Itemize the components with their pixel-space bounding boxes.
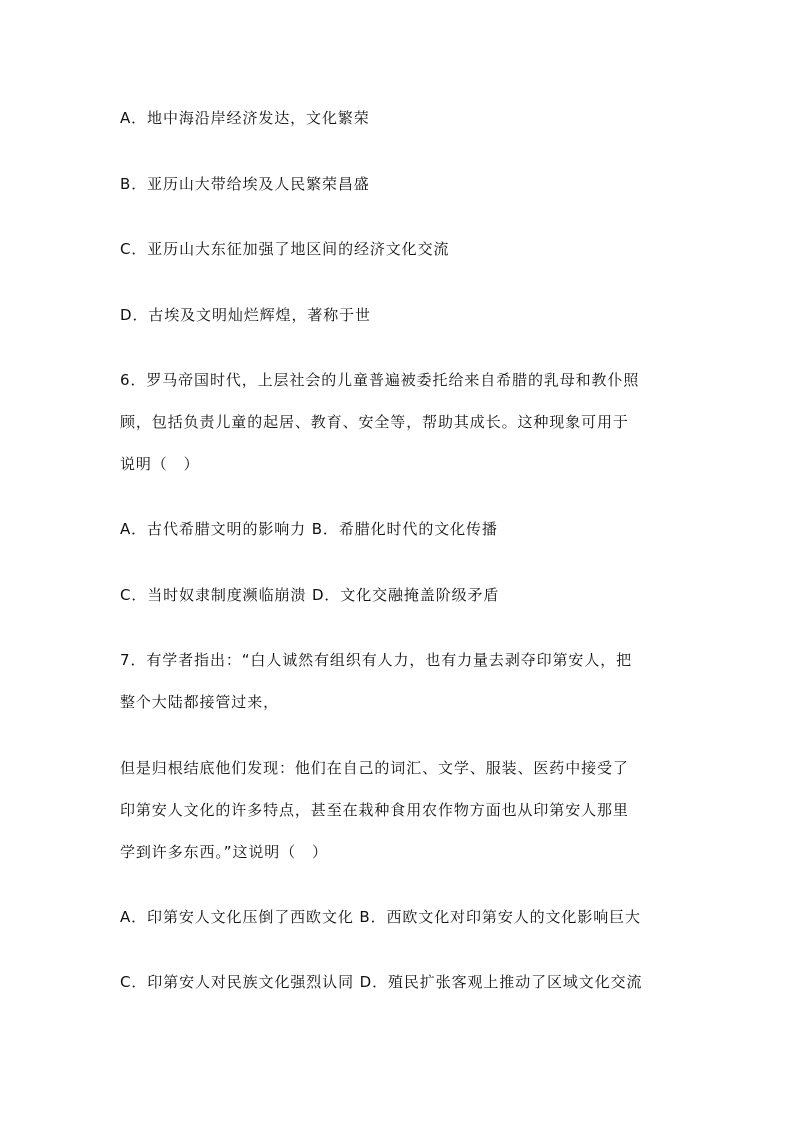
question-7-line-1: 7．有学者指出：“白人诚然有组织有人力，也有力量去剥夺印第安人，把 — [120, 651, 633, 669]
question-7-line-3: 但是归根结底他们发现：他们在自己的词汇、文学、服装、医药中接受了 — [120, 759, 629, 777]
question-7-line-2: 整个大陆都接管过来， — [120, 693, 280, 711]
option-5c: C．亚历山大东征加强了地区间的经济文化交流 — [120, 240, 450, 258]
option-5d: D．古埃及文明灿烂辉煌，著称于世 — [120, 306, 371, 324]
options-6-ab: A．古代希腊文明的影响力 B．希腊化时代的文化传播 — [120, 520, 498, 538]
question-7-line-5: 学到许多东西。”这说明（ ） — [120, 843, 328, 861]
option-5b: B．亚历山大带给埃及人民繁荣昌盛 — [120, 175, 370, 193]
question-6-line-2: 顾，包括负责儿童的起居、教育、安全等，帮助其成长。这种现象可用于 — [120, 413, 629, 431]
options-6-cd: C．当时奴隶制度濒临崩溃 D．文化交融掩盖阶级矛盾 — [120, 586, 500, 604]
options-7-cd: C．印第安人对民族文化强烈认同 D．殖民扩张客观上推动了区域文化交流 — [120, 973, 643, 991]
question-6-line-1: 6．罗马帝国时代，上层社会的儿童普遍被委托给来自希腊的乳母和教仆照 — [120, 371, 640, 389]
question-6-line-3: 说明（ ） — [120, 455, 200, 473]
question-7-line-4: 印第安人文化的许多特点，甚至在栽种食用农作物方面也从印第安人那里 — [120, 801, 629, 819]
options-7-ab: A．印第安人文化压倒了西欧文化 B．西欧文化对印第安人的文化影响巨大 — [120, 908, 641, 926]
option-5a: A．地中海沿岸经济发达，文化繁荣 — [120, 109, 370, 127]
